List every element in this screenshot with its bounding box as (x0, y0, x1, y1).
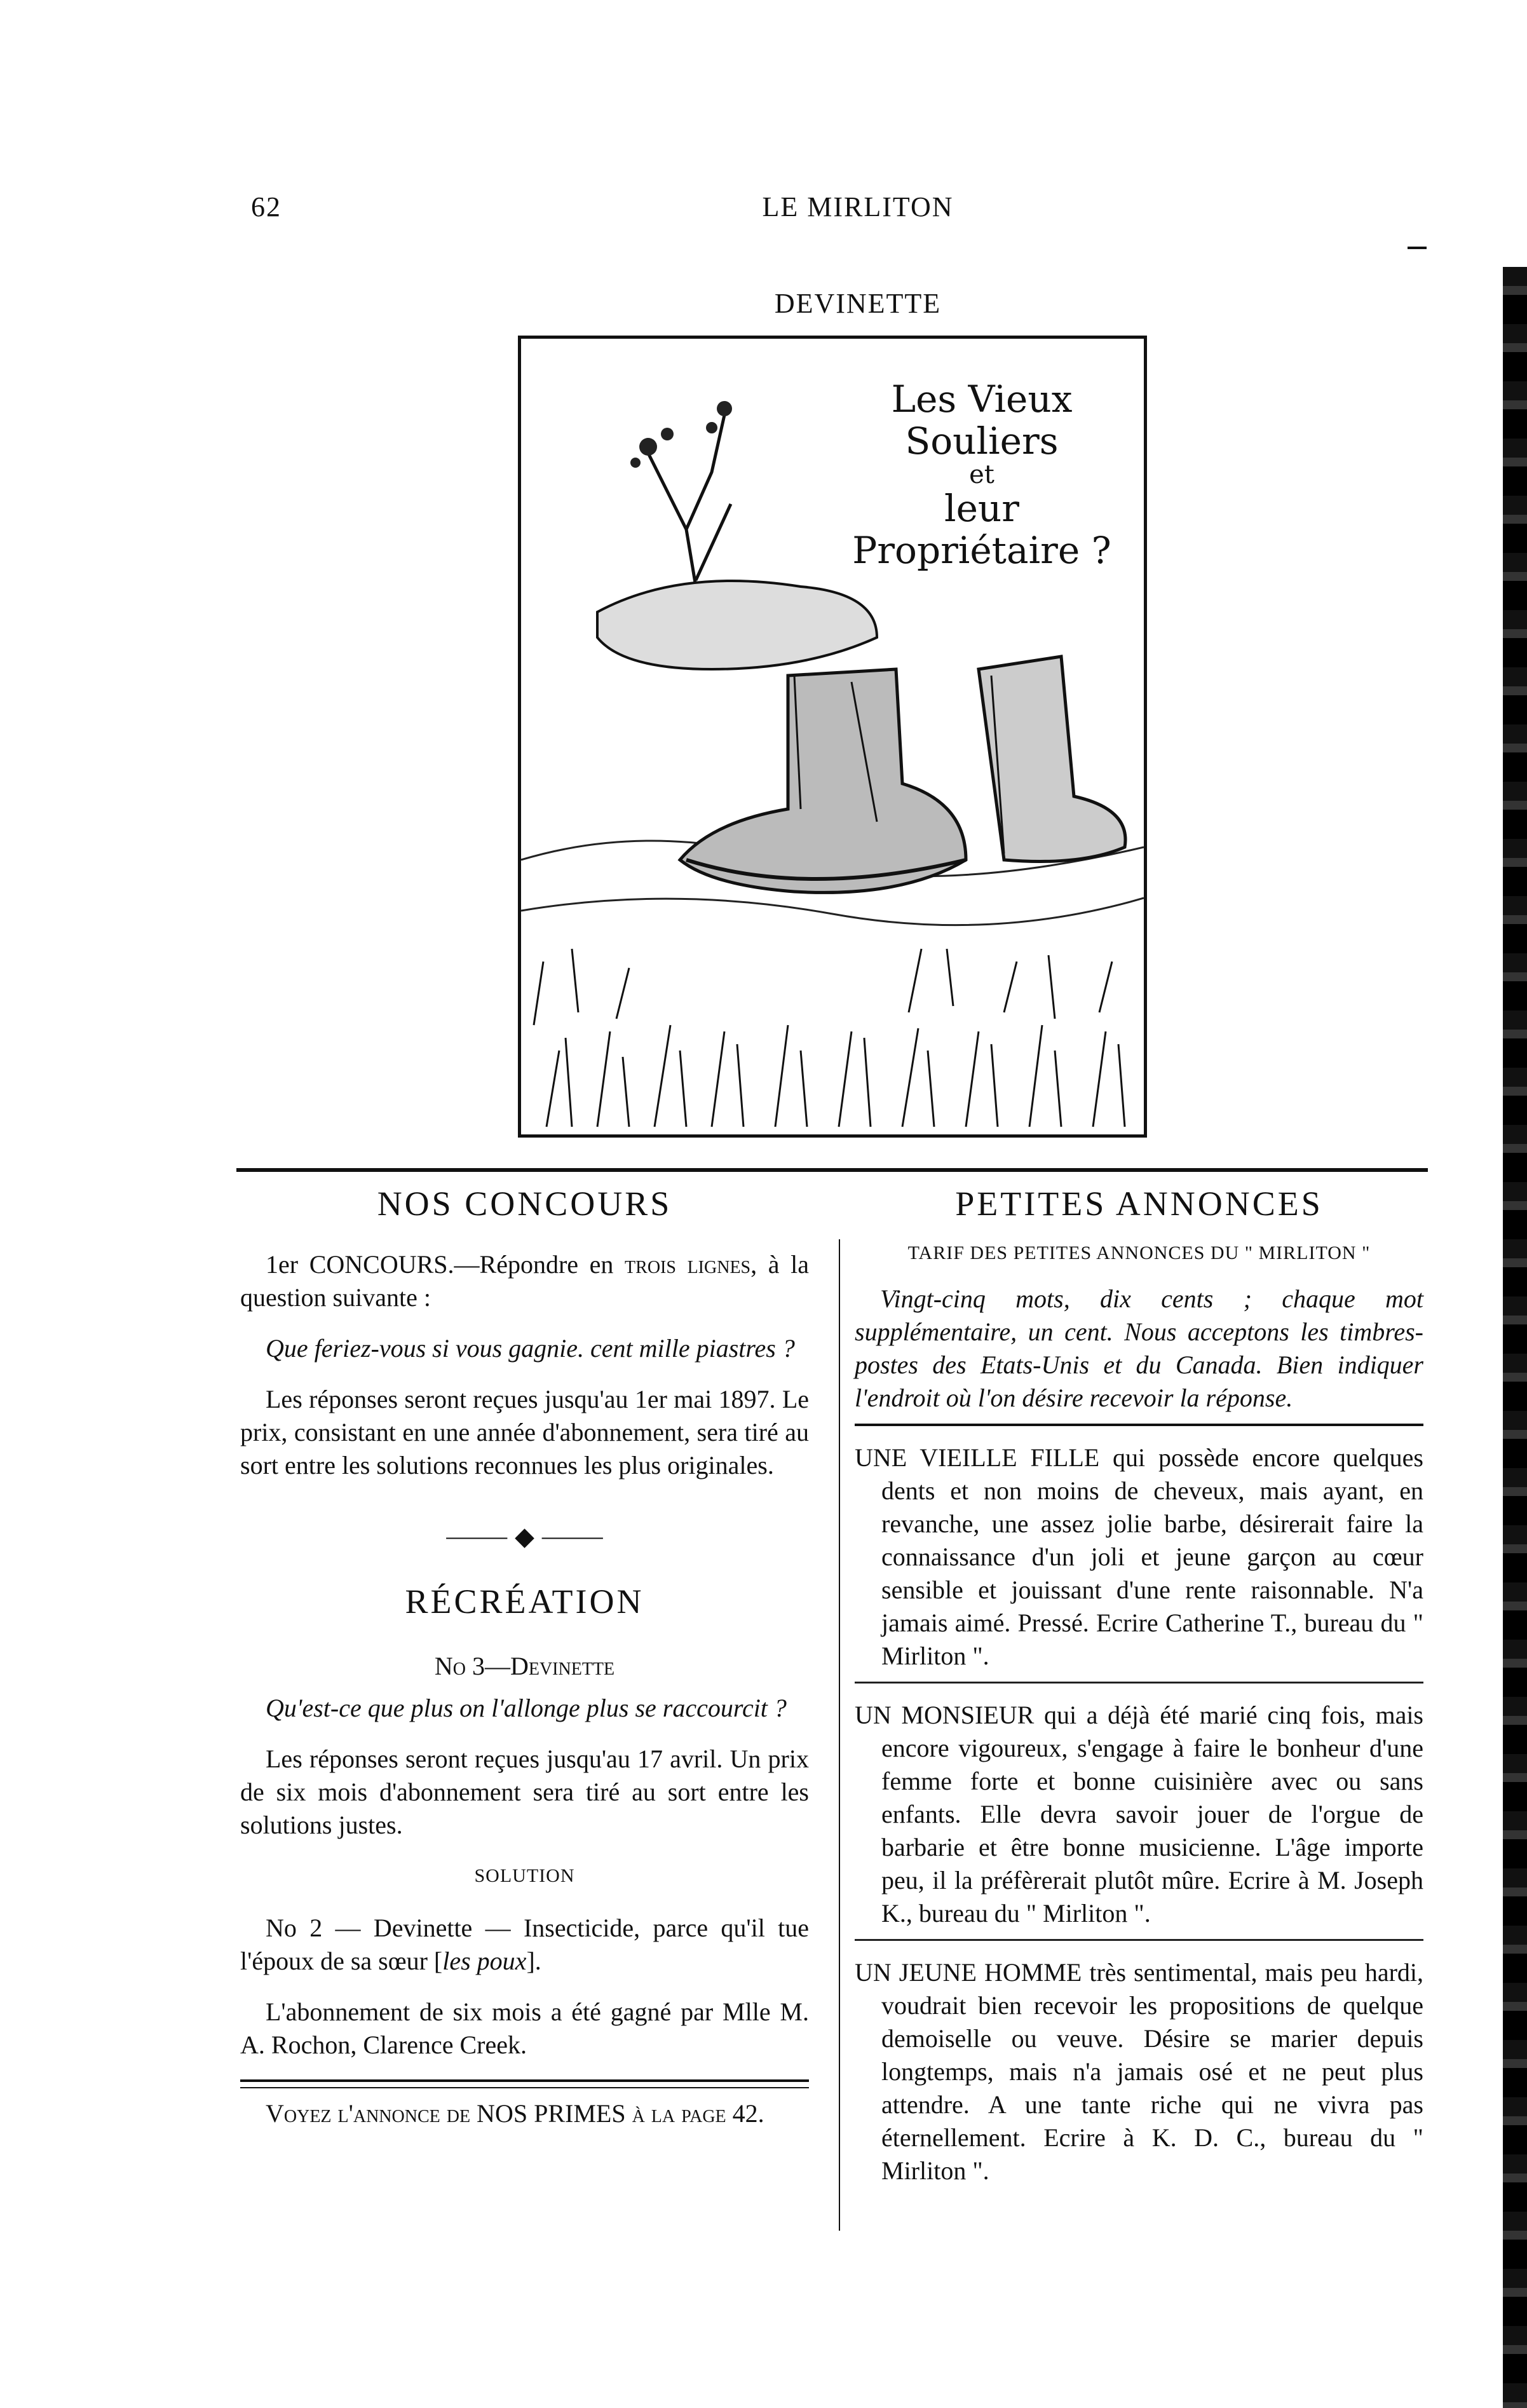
solution-text-b: ]. (526, 1947, 541, 1975)
ad-3-head: UN JEUNE HOMME (855, 1958, 1082, 1987)
ad-monsieur (855, 1692, 1423, 1941)
recreation-paragraph: Les réponses seront reçues jusqu'au 17 avril. Un prix de six mois d'abonnement sera tiré au sort entre les solutions justes. (240, 1745, 809, 1839)
left-column (240, 1187, 809, 2148)
solution-paragraph-1 (240, 1912, 809, 1978)
page-number: 62 (251, 191, 282, 222)
section-divider (236, 1168, 1428, 1172)
concours-paragraph-2: Les réponses seront reçues jusqu'au 1er mai 1897. Le prix, consistant en une année d'abonnement, sera tiré au sort entre les solutions reconnues les plus originales. (240, 1385, 809, 1479)
page-edge-shadow (1503, 267, 1527, 2408)
tarif-title: TARIF DES PETITES ANNONCES DU " MIRLITON " (907, 1242, 1371, 1263)
solution-title: SOLUTION (474, 1865, 575, 1886)
ad-vieille-fille (855, 1435, 1423, 1684)
concours-question: Que feriez-vous si vous gagnie. cent mille piastres ? (266, 1334, 795, 1363)
concours-paragraph-1 (240, 1248, 809, 1314)
ornament-divider: ⸻ ◆ ⸻ (445, 1522, 604, 1551)
footer-note: Voyez l'annonce de NOS PRIMES à la page 42. (266, 2099, 764, 2128)
concours-text-b: , à la question suivante : (240, 1250, 809, 1312)
solution-text-a: No 2 — Devinette — Insecticide, parce qu'il tue l'époux de sa sœur [ (240, 1914, 809, 1975)
ad-3-text: très sentimental, mais peu hardi, voudrait bien recevoir les propositions de quelque demoiselle ou veuve. Désire se marier depuis longtemps, mais n'a jamais osé et ne peut plus attendre. A une tante riche qui ne vivra pas éternellement. Ecrire à K. D. C., bureau du " Mirliton ". (881, 1958, 1424, 2185)
devinette-illustration (518, 336, 1147, 1138)
solution-text-italic: les poux (442, 1947, 527, 1975)
caption-line-1: Les Vieux Souliers (891, 378, 1073, 463)
column-separator (839, 1239, 840, 2231)
tarif-text: Vingt-cinq mots, dix cents ; chaque mot supplémentaire, un cent. Nous acceptons les timbres-postes des Etats-Unis et du Canada. Bien indiquer l'endroit où l'on désire recevoir la réponse. (855, 1284, 1423, 1412)
caption-line-3: leur Propriétaire ? (852, 487, 1111, 572)
devinette-title: DEVINETTE (774, 288, 942, 319)
ad-jeune-homme (855, 1950, 1423, 2196)
ad-1-head: UNE VIEILLE FILLE (855, 1443, 1100, 1472)
header-dash (1408, 247, 1427, 249)
ad-1-text: qui possède encore quelques dents et non moins de cheveux, mais ayant, en revanche, une assez jolie barbe, désirerait faire la connaissance d'un joli et jeune garçon au cœur sensible et jouissant d'une rente raisonnable. N'a jamais aimé. Pressé. Ecrire Catherine T., bureau du " Mirliton ". (881, 1443, 1423, 1670)
running-title: LE MIRLITON (762, 191, 954, 222)
ad-2-head: UN MONSIEUR (855, 1701, 1035, 1729)
concours-title: NOS CONCOURS (377, 1185, 672, 1223)
concours-text-sc: trois lignes (625, 1250, 751, 1279)
tarif-rule (855, 1424, 1423, 1426)
recreation-question: Qu'est-ce que plus on l'allonge plus se raccourcit ? (266, 1694, 787, 1722)
recreation-subtitle: No 3—Devinette (434, 1652, 615, 1680)
solution-paragraph-2: L'abonnement de six mois a été gagné par Mlle M. A. Rochon, Clarence Creek. (240, 1997, 809, 2059)
footer-double-rule (240, 2079, 809, 2088)
right-column (855, 1187, 1423, 2205)
concours-text-a: 1er CONCOURS.—Répondre en (266, 1250, 625, 1279)
annonces-title: PETITES ANNONCES (955, 1185, 1323, 1223)
recreation-title: RÉCRÉATION (405, 1582, 644, 1621)
ad-2-text: qui a déjà été marié cinq fois, mais encore vigoureux, s'engage à faire le bonheur d'une femme forte et bonne cuisinière avec ou sans enfants. Elle devra savoir jouer de l'orgue de barbarie et être bonne musicienne. L'âge importe peu, il la préfèrerait plutôt mûre. Ecrire à M. Joseph K., bureau du " Mirliton ". (881, 1701, 1424, 1928)
caption-line-2: et (969, 460, 994, 489)
